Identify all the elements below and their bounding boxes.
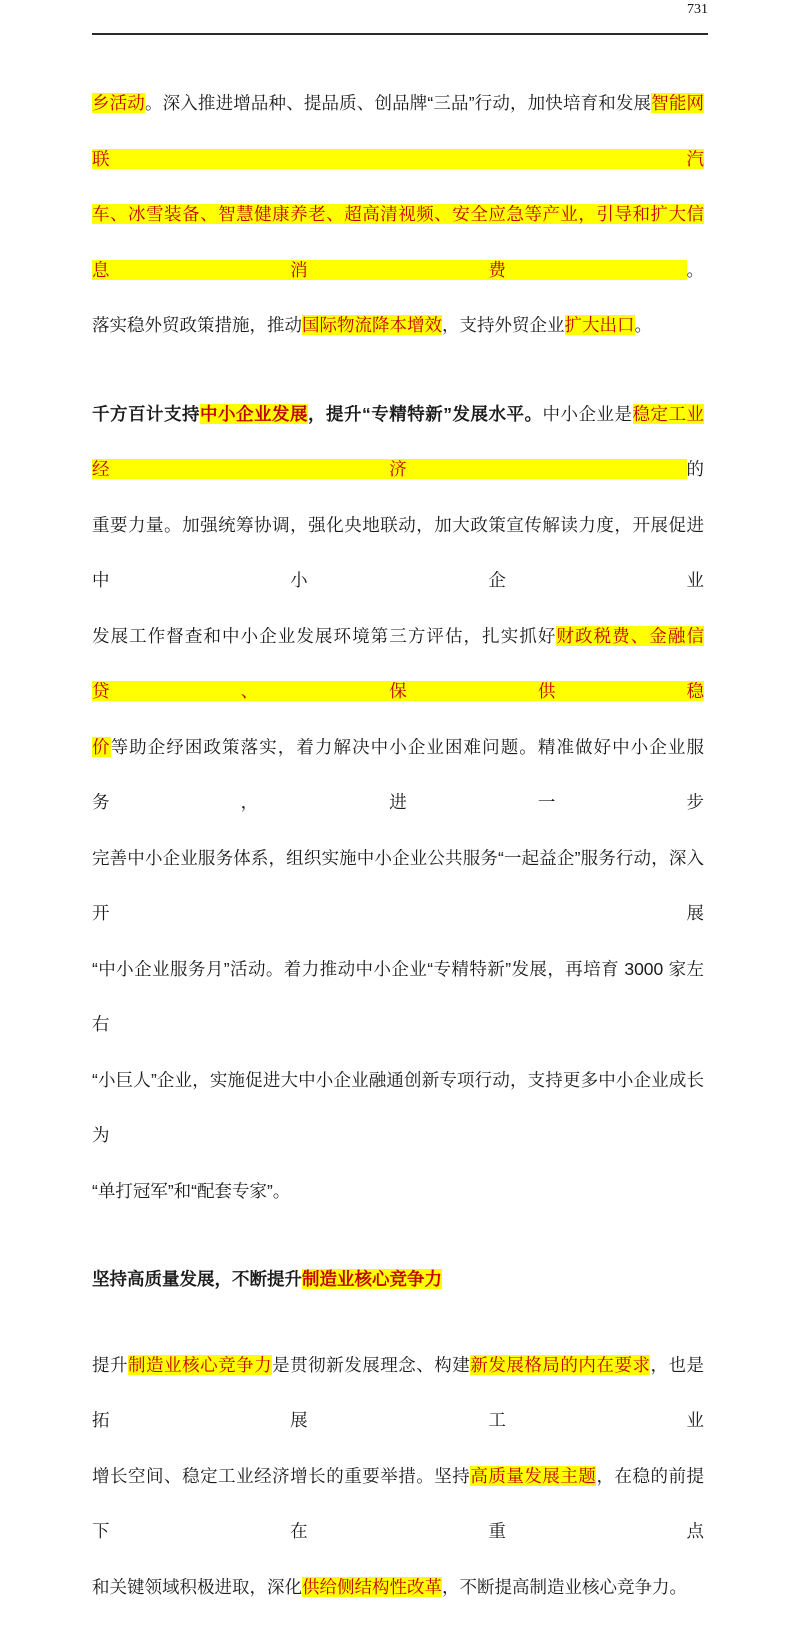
text-line xyxy=(92,187,704,298)
text-run: ，也是拓展工业 xyxy=(92,1354,705,1430)
paragraph-sme-support xyxy=(92,387,704,1220)
highlighted-text: 国际物流降本增效 xyxy=(302,315,442,335)
text-run: 增长空间、稳定工业经济增长的重要举措。坚持 xyxy=(92,1465,471,1486)
text-run: “中小企业服务月”活动。着力推动中小企业“专精特新”发展，再培育 3000 家左右 xyxy=(92,958,704,1034)
text-line xyxy=(92,942,704,1053)
text-line xyxy=(92,1449,704,1560)
document-body xyxy=(92,76,704,1648)
text-run: 。 xyxy=(634,315,652,335)
text-run: 完善中小企业服务体系，组织实施中小企业公共服务“一起益企”服务行动，深入开展 xyxy=(92,847,704,923)
highlighted-text: 制造业核心竞争力 xyxy=(302,1269,442,1289)
highlighted-text: 新发展格局的内在要求 xyxy=(470,1354,651,1375)
text-run: 提升 xyxy=(92,1354,129,1375)
text-run: 。深入推进增品种、提品质、创品牌“三品”行动，加快培育和发展 xyxy=(144,93,652,113)
highlighted-text: 乡活动 xyxy=(92,93,145,113)
text-run: 落实稳外贸政策措施，推动 xyxy=(92,315,302,335)
highlighted-text: 财政税费、金融信贷、保供稳 xyxy=(92,625,704,701)
text-line xyxy=(92,1053,704,1164)
text-run: 千方百计支持 xyxy=(92,403,200,424)
text-run: ，在稳的前提下在重点 xyxy=(92,1465,705,1541)
text-run: ，不断提高制造业核心竞争力。 xyxy=(442,1576,687,1597)
text-run: ，提升“专精特新”发展水平。 xyxy=(308,403,543,424)
section-heading xyxy=(92,1252,704,1308)
text-run: “小巨人”企业，实施促进大中小企业融通创新专项行动，支持更多中小企业成长为 xyxy=(92,1069,704,1145)
text-line xyxy=(92,498,704,609)
highlighted-text: 稳定工业经济 xyxy=(92,403,704,479)
text-line xyxy=(92,1338,704,1449)
page-number: 731 xyxy=(687,2,708,17)
highlighted-text: 中小企业发展 xyxy=(200,403,308,424)
text-line xyxy=(92,1560,704,1616)
page-header xyxy=(92,0,708,36)
text-run: ，支持外贸企业 xyxy=(442,315,565,335)
text-run: 。 xyxy=(686,259,704,280)
highlighted-text: 制造业核心竞争力 xyxy=(128,1354,273,1375)
text-line xyxy=(92,720,704,831)
text-run: 是贯彻新发展理念、构建 xyxy=(272,1354,471,1375)
text-line xyxy=(92,76,704,187)
text-run: 等助企纾困政策落实，着力解决中小企业困难问题。精准做好中小企业服务，进一步 xyxy=(92,736,704,812)
highlighted-text: 高质量发展主题 xyxy=(470,1465,597,1486)
paragraph-continuation xyxy=(92,76,704,354)
text-run: 中小企业是 xyxy=(542,403,633,424)
text-run: “单打冠军”和“配套专家”。 xyxy=(92,1180,291,1201)
text-line xyxy=(92,387,704,498)
text-line xyxy=(92,1252,704,1308)
highlighted-text: 价 xyxy=(92,736,111,757)
text-line xyxy=(92,298,704,354)
text-run: 坚持高质量发展，不断提升 xyxy=(92,1269,302,1289)
paragraph-competitiveness xyxy=(92,1338,704,1616)
header-rule xyxy=(92,33,708,35)
text-run: 重要力量。加强统筹协调，强化央地联动，加大政策宣传解读力度，开展促进中小企业 xyxy=(92,514,704,590)
text-run: 的 xyxy=(686,459,704,479)
highlighted-text: 扩大出口 xyxy=(564,315,635,335)
highlighted-text: 车、冰雪装备、智慧健康养老、超高清视频、安全应急等产业，引导和扩大信息消费 xyxy=(92,204,704,280)
text-line xyxy=(92,1164,704,1220)
text-line xyxy=(92,609,704,720)
text-line xyxy=(92,831,704,942)
text-run: 发展工作督查和中小企业发展环境第三方评估，扎实抓好 xyxy=(92,625,557,646)
text-run: 和关键领域积极进取，深化 xyxy=(92,1576,302,1597)
highlighted-text: 智能网联汽 xyxy=(92,93,705,169)
highlighted-text: 供给侧结构性改革 xyxy=(302,1576,442,1597)
